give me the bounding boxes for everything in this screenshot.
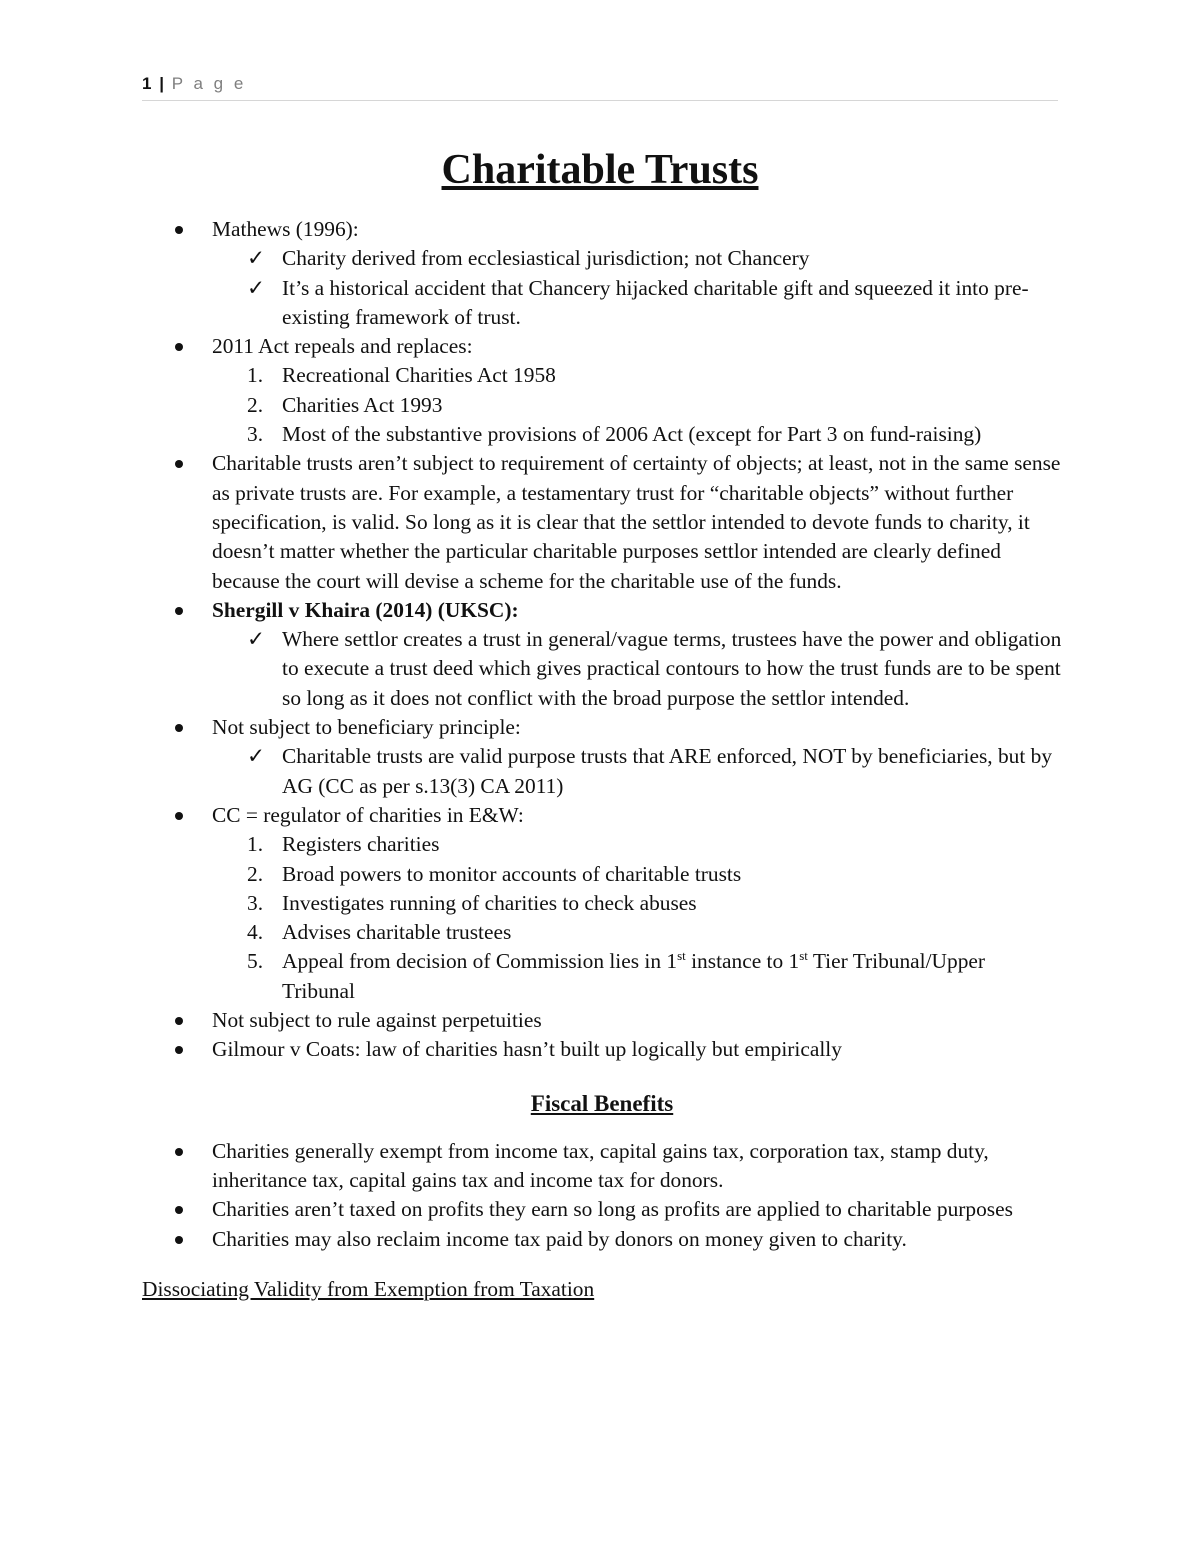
bullet-icon bbox=[175, 460, 183, 468]
main-bullet-list bbox=[142, 215, 1062, 1065]
numbered-item-text: Advises charitable trustees bbox=[282, 920, 512, 945]
bullet-icon bbox=[175, 343, 183, 351]
list-item-perpetuities bbox=[142, 1006, 1062, 1035]
numbered-item-text: Registers charities bbox=[282, 832, 440, 857]
list-item-2011-act bbox=[142, 332, 1062, 449]
bullet-icon bbox=[175, 1046, 183, 1054]
page-number: 1 bbox=[142, 74, 152, 93]
number-marker: 2. bbox=[247, 392, 264, 417]
page-header bbox=[142, 74, 1058, 101]
number-marker: 3. bbox=[247, 890, 264, 915]
checklist bbox=[212, 742, 1062, 801]
number-marker: 5. bbox=[247, 949, 264, 974]
bullet-icon bbox=[175, 226, 183, 234]
number-marker: 3. bbox=[247, 422, 264, 447]
number-marker: 1. bbox=[247, 363, 264, 388]
superscript: st bbox=[799, 948, 808, 964]
check-item bbox=[212, 625, 1062, 713]
list-item-cc bbox=[142, 801, 1062, 1006]
numbered-item bbox=[212, 830, 1062, 859]
bullet-icon bbox=[175, 812, 183, 820]
check-item-text: Charity derived from ecclesiastical jurisdiction; not Chancery bbox=[282, 246, 810, 271]
checkmark-icon: ✓ bbox=[247, 246, 265, 271]
appeal-text bbox=[282, 949, 985, 1002]
bullet-icon bbox=[175, 1017, 183, 1025]
numbered-item-text: Charities Act 1993 bbox=[282, 392, 443, 417]
bullet-icon bbox=[175, 607, 183, 615]
appeal-text-part: Tier Tribunal/Upper Tribunal bbox=[282, 949, 986, 1003]
bullet-icon bbox=[175, 724, 183, 732]
numbered-item bbox=[212, 947, 1062, 1006]
numbered-item bbox=[212, 918, 1062, 947]
bullet-icon bbox=[175, 1236, 183, 1244]
check-item bbox=[212, 742, 1062, 801]
document-title: Charitable Trusts bbox=[441, 147, 759, 193]
list-item-beneficiary bbox=[142, 713, 1062, 801]
numbered-item-text: Recreational Charities Act 1958 bbox=[282, 363, 556, 388]
bullet-icon bbox=[175, 1206, 183, 1214]
document-body bbox=[142, 215, 1062, 1304]
fiscal-bullet-list bbox=[142, 1137, 1062, 1254]
page-label: P a g e bbox=[171, 74, 247, 93]
number-marker: 4. bbox=[247, 920, 264, 945]
numbered-item bbox=[212, 361, 1062, 390]
check-item bbox=[212, 274, 1062, 333]
list-item-certainty bbox=[142, 449, 1062, 595]
list-item-fiscal bbox=[142, 1225, 1062, 1254]
check-item-text: Where settlor creates a trust in general/vague terms, trustees have the power and obligation to execute a trust deed which gives practical contours to how the trust funds are to be spent so long as it does not conflict with the broad purpose the settlor intended. bbox=[282, 627, 1062, 710]
item-text: Not subject to rule against perpetuities bbox=[212, 1008, 542, 1033]
item-text: CC = regulator of charities in E&W: bbox=[212, 802, 524, 827]
item-text: Gilmour v Coats: law of charities hasn’t built up logically but empirically bbox=[212, 1037, 842, 1062]
numbered-item bbox=[212, 420, 1062, 449]
numbered-item bbox=[212, 860, 1062, 889]
list-item-mathews bbox=[142, 215, 1062, 332]
item-text: Charities generally exempt from income tax, capital gains tax, corporation tax, stamp duty, inheritance tax, capital gains tax and income tax for donors. bbox=[212, 1138, 989, 1192]
list-item-gilmour bbox=[142, 1035, 1062, 1064]
number-marker: 2. bbox=[247, 861, 264, 886]
numbered-list bbox=[212, 830, 1062, 1006]
item-text: Charities aren’t taxed on profits they earn so long as profits are applied to charitable purposes bbox=[212, 1197, 1013, 1222]
checklist bbox=[212, 244, 1062, 332]
bullet-icon bbox=[175, 1148, 183, 1156]
checklist bbox=[212, 625, 1062, 713]
appeal-text-part: Appeal from decision of Commission lies in 1 bbox=[282, 949, 678, 974]
item-text: Not subject to beneficiary principle: bbox=[212, 715, 521, 740]
item-text: Mathews (1996): bbox=[212, 217, 359, 241]
numbered-list bbox=[212, 361, 1062, 449]
number-marker: 1. bbox=[247, 832, 264, 857]
checkmark-icon: ✓ bbox=[247, 275, 265, 300]
check-item-text: It’s a historical accident that Chancery hijacked charitable gift and squeezed it into pre-existing framework of trust. bbox=[282, 275, 1029, 329]
numbered-item bbox=[212, 391, 1062, 420]
check-item-text: Charitable trusts are valid purpose trusts that ARE enforced, NOT by beneficiaries, but by AG (CC as per s.13(3) CA 2011) bbox=[282, 744, 1053, 798]
list-item-fiscal bbox=[142, 1137, 1062, 1196]
checkmark-icon: ✓ bbox=[247, 744, 265, 769]
item-text: 2011 Act repeals and replaces: bbox=[212, 334, 473, 359]
check-item bbox=[212, 244, 1062, 273]
item-text: Charities may also reclaim income tax paid by donors on money given to charity. bbox=[212, 1226, 907, 1251]
list-item-fiscal bbox=[142, 1195, 1062, 1224]
page-number-separator: | bbox=[159, 74, 164, 93]
numbered-item bbox=[212, 889, 1062, 918]
section-heading-fiscal-benefits: Fiscal Benefits bbox=[530, 1090, 674, 1116]
numbered-item-text: Investigates running of charities to check abuses bbox=[282, 890, 697, 915]
list-item-shergill bbox=[142, 596, 1062, 713]
numbered-item-text: Most of the substantive provisions of 2006 Act (except for Part 3 on fund-raising) bbox=[282, 422, 982, 447]
superscript: st bbox=[677, 948, 686, 964]
appeal-text-part: instance to 1 bbox=[685, 949, 800, 974]
item-text: Charitable trusts aren’t subject to requirement of certainty of objects; at least, not in the same sense as private trusts are. For example, a testamentary trust for “charitable objects” without further specification, is valid. So long as it is clear that the settlor intended to devote funds to charity, it doesn’t matter whether the particular charitable purposes settlor intended are clearly defined because the court will devise a scheme for the charitable use of the funds. bbox=[212, 451, 1061, 593]
case-name: Shergill v Khaira (2014) (UKSC): bbox=[212, 597, 519, 622]
numbered-item-text: Broad powers to monitor accounts of charitable trusts bbox=[282, 861, 742, 886]
checkmark-icon: ✓ bbox=[247, 627, 265, 652]
subheading-dissociating: Dissociating Validity from Exemption from Taxation bbox=[142, 1276, 595, 1301]
